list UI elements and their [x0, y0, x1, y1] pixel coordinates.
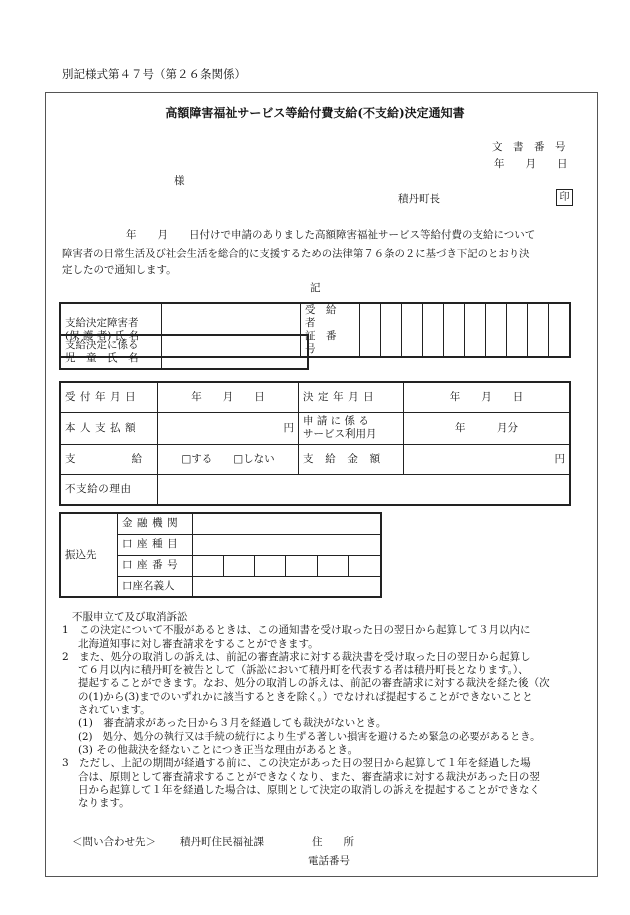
account-type-field[interactable] [193, 534, 382, 555]
recipient-number-label: 受 給 者 証 番 号 [301, 303, 360, 357]
transfer-label: 振込先 [60, 513, 118, 597]
contact-office: 積丹町住民福祉課 [180, 836, 264, 848]
note-item-1: 1 この決定について不服があるときは、この通知書を受け取った日の翌日から起算して３月以内に [62, 624, 531, 637]
account-digit[interactable] [224, 555, 255, 576]
recipient-digit[interactable] [465, 303, 486, 357]
reason-label: 不支給の理由 [60, 474, 158, 505]
account-type-label: 口 座 種 目 [118, 534, 193, 555]
account-number-label: 口 座 番 号 [118, 555, 193, 576]
bank-label: 金 融 機 関 [118, 513, 193, 534]
recipient-digit[interactable] [444, 303, 465, 357]
doc-number-label: 文 書 番 号 [492, 141, 566, 153]
reason-field[interactable] [158, 474, 571, 505]
recipient-digit[interactable] [402, 303, 423, 357]
note-item-3-cont: 合は、原則として審査請求することができなくなり、また、審査請求に対する裁決があった日の翌 [78, 770, 540, 783]
note-item-3-cont: 日から起算して１年を経過した場合は、原則として決定の取消しの訴えを提起することができなく [78, 783, 540, 796]
self-pay-value[interactable]: 円 [158, 412, 299, 444]
account-digit[interactable] [317, 555, 348, 576]
child-table [59, 334, 309, 370]
recipient-digit[interactable] [423, 303, 444, 357]
recipient-digit[interactable] [486, 303, 507, 357]
note-item-2-cont: て６月以内に積丹町を被告として（訴訟において積丹町を代表する者は積丹町長となります。）、 [78, 664, 529, 677]
form-number: 別記様式第４７号（第２６条関係） [62, 67, 246, 81]
note-item-3: 3 ただし、上記の期間が経過する前に、この決定があった日の翌日から起算して１年を経過した場 [62, 757, 531, 770]
account-digit[interactable] [193, 555, 224, 576]
intro-line-1: 年 月 日付けで申請のありました高額障害福祉サービス等給付費の支給について [126, 229, 536, 241]
recipient-digit[interactable] [528, 303, 549, 357]
note-item-2-cont: されています。 [78, 704, 151, 717]
account-holder-field[interactable] [193, 576, 382, 597]
account-holder-label: 口座名義人 [118, 576, 193, 597]
intro-line-2: 障害者の日常生活及び社会生活を総合的に支援するための法律第７６条の２に基づき下記のとおり決 [62, 248, 530, 260]
addressee-suffix: 様 [174, 175, 185, 187]
decision-date-value[interactable]: 年 月 日 [404, 382, 571, 412]
note-item-3-cont: なります。 [78, 797, 130, 810]
note-item-2-cont: 提起することができます。なお、処分の取消しの訴えは、前記の審査請求に対する裁決を経た後（次 [78, 677, 550, 690]
note-item-2: 2 また、処分の取消しの訴えは、前記の審査請求に対する裁決書を受け取った日の翌日から起算し [62, 650, 531, 663]
recipient-digit[interactable] [360, 303, 381, 357]
child-name-label: 支給決定に係る 児 童 氏 名 [60, 335, 162, 369]
account-digit[interactable] [348, 555, 381, 576]
receipt-date-value[interactable]: 年 月 日 [158, 382, 299, 412]
sender: 積丹町長 [398, 193, 440, 205]
transfer-table [59, 512, 382, 598]
service-month-label: 申 請 に 係 る サービス利用月 [299, 412, 404, 444]
payment-label: 支 給 [60, 444, 158, 474]
note-sub-3: (3) その他裁決を経ないことにつき正当な理由があるとき。 [78, 743, 359, 756]
intro-line-3: 定したので通知します。 [62, 264, 177, 276]
contact-label: ＜問い合わせ先＞ [72, 836, 156, 848]
bank-field[interactable] [193, 513, 382, 534]
service-month-value[interactable]: 年 月分 [404, 412, 571, 444]
page-title: 高額障害福祉サービス等給付費支給(不支給)決定通知書 [165, 106, 465, 120]
recipient-digit[interactable] [381, 303, 402, 357]
amount-value[interactable]: 円 [404, 444, 571, 474]
note-sub-1: (1) 審査請求があった日から３月を経過しても裁決がないとき。 [78, 717, 387, 730]
recipient-digit[interactable] [549, 303, 571, 357]
contact-phone-label: 電話番号 [308, 855, 350, 867]
date-label: 年 月 日 [494, 158, 568, 170]
recipient-digit[interactable] [507, 303, 528, 357]
notes-heading: 不服申立て及び取消訴訟 [72, 611, 188, 623]
decision-date-label: 決 定 年 月 日 [299, 382, 404, 412]
note-item-1-cont: 北海道知事に対し審査請求をすることができます。 [78, 637, 319, 650]
amount-label: 支 給 金 額 [299, 444, 404, 474]
receipt-date-label: 受 付 年 月 日 [60, 382, 158, 412]
appeal-notes [62, 611, 582, 810]
decision-table [59, 381, 571, 506]
self-pay-label: 本 人 支 払 額 [60, 412, 158, 444]
child-name-field[interactable] [162, 335, 309, 369]
account-digit[interactable] [255, 555, 286, 576]
contact-address-label: 住 所 [312, 836, 354, 848]
payment-options[interactable]: □する □しない [158, 444, 299, 474]
ki-label: 記 [310, 282, 321, 294]
note-sub-2: (2) 処分、処分の執行又は手続の続行により生ずる著しい損害を避けるため緊急の必要があるとき。 [78, 731, 541, 743]
seal-mark: 印 [556, 189, 573, 206]
account-digit[interactable] [286, 555, 317, 576]
applicant-name-label: 支給決定障害者 (保 護 者) 氏 名 [60, 303, 162, 357]
note-item-2-cont: の(1)から(3)までのいずれかに該当するときを除く。）でなければ提起することができないことと [78, 690, 533, 703]
